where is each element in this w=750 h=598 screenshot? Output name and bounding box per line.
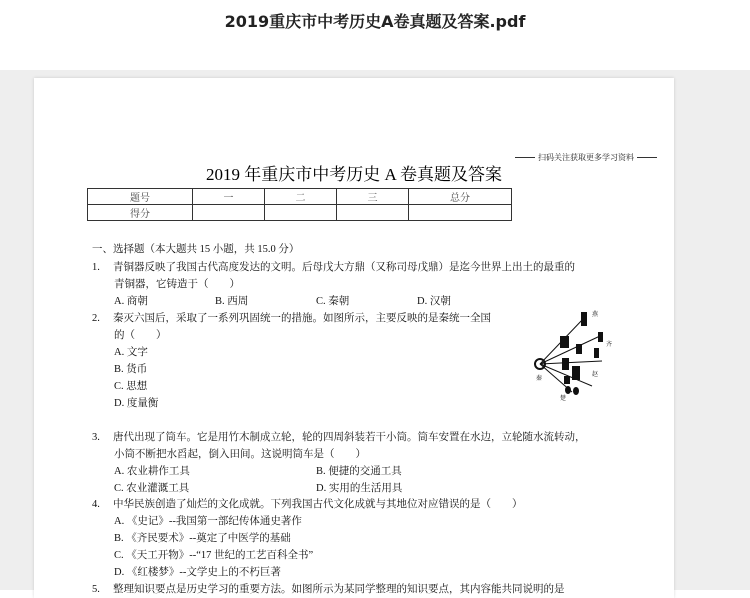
qin-unification-figure bbox=[532, 306, 624, 406]
question-1-text-cont: 青铜器，它铸造于（ ） bbox=[114, 279, 240, 290]
question-3-text-cont: 小筒不断把水舀起，倒入田间。这说明筒车是（ ） bbox=[114, 449, 366, 460]
option: C. 秦朝 bbox=[316, 296, 350, 307]
figure-label: 燕 bbox=[592, 311, 599, 318]
score-cell bbox=[409, 205, 512, 221]
option: B. 货币 bbox=[114, 364, 148, 375]
score-header-cell: 总分 bbox=[409, 189, 512, 205]
option: C. 《天工开物》--“17 世纪的工艺百科全书” bbox=[114, 550, 314, 561]
score-table-score-row bbox=[88, 205, 512, 221]
score-cell bbox=[193, 205, 265, 221]
figure-characters bbox=[560, 312, 603, 395]
question-4-text: 4. 中华民族创造了灿烂的文化成就。下列我国古代文化成就与其地位对应错误的是（ ） bbox=[92, 499, 523, 510]
score-cell bbox=[337, 205, 409, 221]
option: A. 《史记》--我国第一部纪传体通史著作 bbox=[114, 516, 302, 527]
score-table bbox=[87, 188, 512, 221]
question-2-text: 2. 秦灭六国后，采取了一系列巩固统一的措施。如图所示，主要反映的是秦统一全国 bbox=[92, 313, 491, 324]
question-2-text-cont: 的（ ） bbox=[114, 330, 167, 341]
option: B. 便捷的交通工具 bbox=[316, 466, 402, 477]
score-header-cell: 二 bbox=[265, 189, 337, 205]
question-3-options-row1 bbox=[114, 463, 402, 478]
question-5-text: 5. 整理知识要点是历史学习的重要方法。如图所示为某同学整理的知识要点，其内容能共同说明的是 bbox=[92, 584, 565, 595]
promo-dash-left bbox=[515, 157, 535, 158]
score-row-label: 得分 bbox=[88, 205, 193, 221]
figure-label: 齐 bbox=[606, 341, 613, 348]
document-title: 2019重庆市中考历史A卷真题及答案.pdf bbox=[224, 12, 526, 31]
pdf-page[interactable] bbox=[34, 78, 674, 598]
option: D. 实用的生活用具 bbox=[316, 483, 403, 494]
exam-title: 2019 年重庆市中考历史 A 卷真题及答案 bbox=[205, 165, 503, 184]
option: A. 商朝 bbox=[114, 296, 148, 307]
score-header-cell: 一 bbox=[193, 189, 265, 205]
question-1-text: 1. 青铜器反映了我国古代高度发达的文明。后母戊大方鼎（又称司母戊鼎）是迄今世界上出土的最重的 bbox=[92, 262, 575, 273]
section-heading: 一、选择题（本大题共 15 小题，共 15.0 分） bbox=[92, 244, 300, 255]
promo-text: 扫码关注获取更多学习资料 bbox=[538, 153, 634, 162]
score-table-header-row bbox=[88, 189, 512, 205]
question-3-options-row2 bbox=[114, 480, 402, 495]
figure-rays bbox=[540, 318, 602, 392]
figure-label: 赵 bbox=[592, 371, 599, 378]
option: A. 农业耕作工具 bbox=[114, 466, 190, 477]
question-3-text: 3. 唐代出现了筒车。它是用竹木制成立轮，轮的四周斜装若干小筒。筒车安置在水边，立轮随水流转动， bbox=[92, 432, 586, 443]
promo-dash-right bbox=[637, 157, 657, 158]
question-1-options bbox=[114, 293, 451, 308]
score-header-cell: 题号 bbox=[88, 189, 193, 205]
option: C. 农业灌溉工具 bbox=[114, 483, 190, 494]
option: D. 汉朝 bbox=[417, 296, 451, 307]
figure-label: 秦 bbox=[536, 375, 543, 382]
option: B. 西周 bbox=[215, 296, 249, 307]
option: D. 《红楼梦》--文学史上的不朽巨著 bbox=[114, 567, 281, 578]
figure-label: 楚 bbox=[560, 395, 567, 402]
top-bar bbox=[0, 0, 750, 70]
score-header-cell: 三 bbox=[337, 189, 409, 205]
score-cell bbox=[265, 205, 337, 221]
option: B. 《齐民要术》--奠定了中医学的基础 bbox=[114, 533, 291, 544]
option: C. 思想 bbox=[114, 381, 148, 392]
option: A. 文字 bbox=[114, 347, 148, 358]
option: D. 度量衡 bbox=[114, 398, 159, 409]
